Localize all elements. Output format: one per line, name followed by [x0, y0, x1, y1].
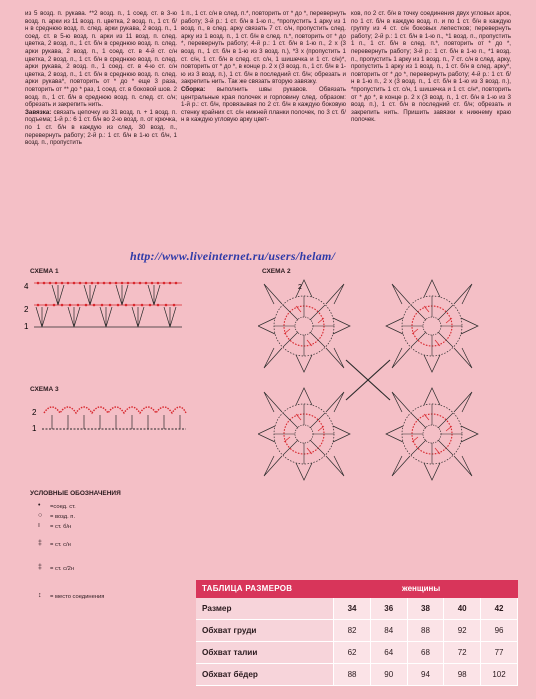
scheme-3-title: СХЕМА 3 [30, 386, 59, 393]
treble-crochet-icon: ‡ [38, 564, 42, 571]
ties-text: связать цепочку из 31 возд. п. + 1 возд. п. подъема; 1-й р.: 6 1 ст. б/н во 2-ю возд. п. от крючка, по 1 ст. б/н в каждую из след. 30 возд. п., перевернуть работу; 2-й р.: 1 ст. б/н в 1-ю ст. б/н, 1 возд. п., пропустить [25, 108, 177, 147]
scheme-1-row-4: 4 [24, 282, 29, 291]
single-crochet-icon: ı [38, 522, 40, 529]
column-3-text: ков, по 2 ст. б/н в точку соединения двух угловых арок, по 1 ст. б/н в каждую возд. п. и по 1 ст. б/н в каждую группу из 4 ст. с/н боковых лепестков; перевернуть работу; 2-й р.: 1 ст. б/н в 1-ю п., *1 возд. п., пропустить 1 п., 1 ст. б/н в след. п.*, повторить от * до *, перевернуть работу; 3-й р.: 1 ст. б/н в 1-ю п., *1 возд. п., пропустить 1 арку из 1 возд. п., 7 ст. с/н в след. арку, пропустить 1 арку из 1 возд. п., 1 ст. б/н в след. арку*, повторить от * до *, перевернуть работу; 4-й р.: 1 ст. б/н в 1-ю п., 2 х (3 возд. п., 1 ст. б/н в 1-ю из 3 возд. п.), *пропустить 1 ст. с/н, 1 шишечка и 1 ст. с/н*, повторить от * до *, в конце р. 2 х (3 возд. п., 1 ст. б/н в 1-ю из 3 возд. п.), 1 ст. б/н в последний ст. б/н; обрезать и закрепить нить. Пришить завязки к нижнему краю полочек. [351, 10, 511, 124]
cell: 62 [334, 642, 371, 664]
cell: 96 [481, 620, 518, 642]
table-row [196, 598, 518, 620]
legend-double-crochet: = ст. с/н [50, 542, 71, 548]
row-name: Обхват бёдер [196, 664, 334, 686]
scheme-2-chart [258, 276, 518, 488]
scheme-1-title: СХЕМА 1 [30, 268, 59, 275]
legend-treble-crochet: = ст. с/2н [50, 566, 75, 572]
size-table-header [196, 580, 518, 598]
ties-heading: Завязка: [25, 108, 52, 116]
instructions-column-2 [181, 10, 346, 124]
double-crochet-icon: ‡ [38, 540, 42, 547]
cell: 68 [407, 642, 444, 664]
scheme-2-row-label: 2 [298, 284, 302, 291]
scheme-3-row-2: 2 [32, 408, 37, 417]
cell: 77 [481, 642, 518, 664]
cell: 102 [481, 664, 518, 686]
cell: 88 [407, 620, 444, 642]
assembly-heading: Сборка: [181, 85, 206, 93]
scheme-2-title: СХЕМА 2 [262, 268, 291, 275]
watermark-url[interactable]: http://www.liveinternet.ru/users/helam/ [130, 249, 336, 263]
cell: 40 [444, 598, 481, 620]
row-name: Размер [196, 598, 334, 620]
cell: 64 [370, 642, 407, 664]
table-row [196, 642, 518, 664]
cell: 90 [370, 664, 407, 686]
cell: 94 [407, 664, 444, 686]
cell: 84 [370, 620, 407, 642]
table-row [196, 620, 518, 642]
legend-slip-stitch: =соед. ст. [50, 504, 76, 510]
column-1-text: из 5 возд. п. рукава. **2 возд. п., 1 соед. ст. в 3-ю возд. п. арки из 11 возд. п. цветка, 2 возд. п., 1 ст. б/н в среднюю возд. п. след. арки рукава, 2 возд. п., 1 соед. ст. в 5-ю возд. п. арки из 11 возд. п. след. цветка, 2 возд. п., 1 ст. б/н в среднюю возд. п. след. арки рукава, 2 возд. п., 1 соед. ст. в 4-й ст. с/н цветка, 2 возд. п., 1 ст. б/н в среднюю возд. п. след. арки рукава, 2 возд. п., 1 соед. ст. в 4-ю ст. с/н цветка, 2 возд. п., 1 ст. б/н в среднюю возд. п. след. арки рукава*, повторить от * до * еще 3 раза, повторить от ** до * раз, 1 соед. ст. в боковой шов. 2 возд. п., 1 ст. б/н в среднюю возд. п. след. ст. с/н; обрезать и закрепить нить. [25, 10, 177, 109]
row-name: Обхват талии [196, 642, 334, 664]
legend-join-point: = место соединения [50, 594, 105, 600]
legend-title: УСЛОВНЫЕ ОБОЗНАЧЕНИЯ [30, 490, 121, 497]
instructions-column-3 [351, 10, 511, 124]
chain-stitch-icon: ○ [38, 512, 43, 519]
cell: 36 [370, 598, 407, 620]
size-table [196, 580, 518, 690]
size-table-title: ТАБЛИЦА РАЗМЕРОВ [202, 584, 293, 593]
scheme-1-row-1: 1 [24, 322, 29, 331]
scheme-1-chart [22, 277, 192, 337]
cell: 42 [481, 598, 518, 620]
scheme-3-row-1: 1 [32, 424, 37, 433]
column-2-text: 1 п., 1 ст. с/н в след. п.*, повторить от * до *, перевернуть работу; 3-й р.: 1 ст. б/н в 1-ю п., *пропустить 1 арку из 1 возд. п., в след. арку связать 7 ст. с/н, пропустить след. арку из 1 возд. п., 1 ст. б/н в след. п.*, повторить от * до *, перевернуть работу; 4-й р.: 1 ст. б/н в 1-ю п., 2 х (3 возд. п., 1 ст. б/н в 1-ю из 3 возд. п.), *3 х (пропустить 1 ст. с/н, 1 ст. б/н в след. ст. с/н, 1 шишечка и 1 ст. с/н)*, повторить от * до *, в конце р. 2 х (3 возд. п., 1 ст. б/н в 1-ю из 3 возд. п.), 1 ст. б/н в последний ст. б/н; обрезать и закрепить нить. Так же связать вторую завязку. [181, 10, 346, 86]
cell: 82 [334, 620, 371, 642]
cell: 92 [444, 620, 481, 642]
assembly-text: выполнить швы рукавов. Обвязать центральные края полочек и горловину след. образом: 1-й р.: ст. б/н, провязывая по 2 ст. б/н в каждую боковую стенку крайних ст. с/н нижней планки полочек, по 3 ст. б/н в каждую угловую арку цвет- [181, 85, 346, 124]
size-table-group: женщины [402, 584, 441, 593]
legend-chain: = возд. п. [50, 514, 76, 520]
instructions-column-1 [25, 10, 177, 147]
cell: 72 [444, 642, 481, 664]
row-name: Обхват груди [196, 620, 334, 642]
scheme-1-row-2: 2 [24, 305, 29, 314]
cell: 88 [334, 664, 371, 686]
scheme-3-chart [30, 395, 195, 435]
table-row [196, 664, 518, 686]
size-table-body [196, 598, 518, 686]
cell: 98 [444, 664, 481, 686]
join-arrow-icon: ↕ [38, 592, 42, 599]
cell: 34 [334, 598, 371, 620]
legend-single-crochet: = ст. б/н [50, 524, 72, 530]
cell: 38 [407, 598, 444, 620]
slip-stitch-icon: • [38, 502, 41, 509]
